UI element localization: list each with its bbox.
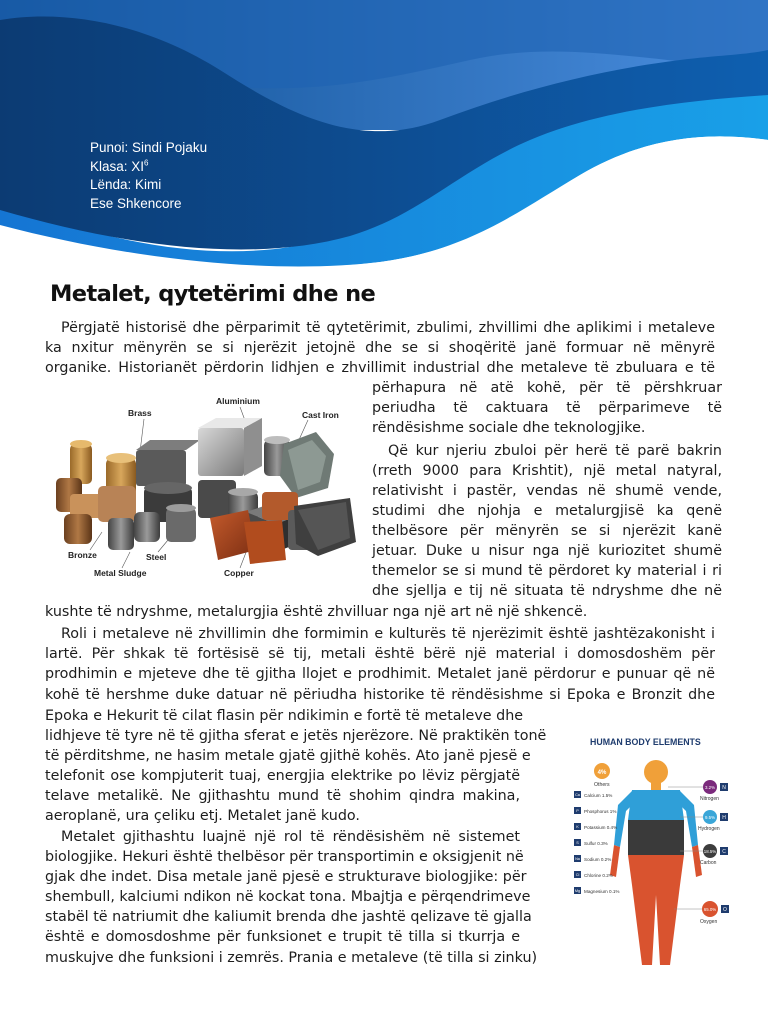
svg-text:Sodium 0.2%: Sodium 0.2%	[584, 857, 612, 862]
text-line: muskujve dhe funksioni i zemrës. Prania e metaleve (të tilla si zinku)	[45, 950, 538, 966]
svg-text:Hydrogen: Hydrogen	[698, 826, 720, 832]
text-line: lartë. Për shkak të fortësisë së tij, metali është bërë një material i domosdoshëm për	[45, 646, 715, 662]
text-line: themelor se si mund të përdoret ky material i ri	[372, 563, 722, 579]
body-silhouette	[610, 760, 702, 965]
svg-text:Chlorine 0.2%: Chlorine 0.2%	[584, 873, 613, 878]
text-line: telefonit ose kompjuterit tuaj, energjia elektrike po lëviz përgjatë	[45, 768, 520, 784]
svg-text:4%: 4%	[597, 770, 607, 776]
svg-text:C: C	[722, 849, 726, 855]
label-metal-sludge: Metal Sludge	[94, 568, 147, 578]
text-line: kohë të hershme duke datuar në përiudha historike të rëndësishme si Epoka e Bronzit dhe	[45, 687, 715, 703]
metal-samples-image	[50, 392, 360, 584]
label-copper: Copper	[224, 568, 254, 578]
text-line: dhe sjellja e tij në situata të ndryshme dhe në	[372, 583, 722, 599]
text-line: periudha të caktuara të përparimeve të	[372, 400, 722, 416]
text-line: jetuar. Duke u nisur nga një kuriozitet shumë	[372, 543, 722, 559]
text-line: (rreth 9000 para Krishtit), një metal natyral,	[372, 463, 722, 479]
label-bronze: Bronze	[68, 550, 97, 560]
text-line: stabël të natriumit dhe kaliumit brenda dhe jashtë qelizave të gjalla	[45, 909, 532, 925]
infographic-title: HUMAN BODY ELEMENTS	[590, 737, 701, 747]
others-badge	[594, 763, 610, 788]
text-line: Përgjatë historisë dhe përparimit të qytetërimit, zbulimi, zhvillimi dhe aplikimi i metaleve	[61, 320, 715, 336]
svg-text:P: P	[576, 809, 579, 814]
text-line: përhapura në atë kohë, për të përshkruar	[372, 380, 722, 396]
element-hydrogen	[698, 810, 728, 832]
text-line: Metalet gjithashtu luajnë një rol të rëndësishëm në sistemet	[61, 829, 520, 845]
element-row-phosphorus	[574, 807, 616, 814]
element-row-sodium	[574, 855, 611, 862]
label-brass: Brass	[128, 408, 152, 418]
svg-text:H: H	[722, 815, 726, 821]
subject-line: Lënda: Kimi	[90, 177, 162, 192]
svg-text:Potassium 0.4%: Potassium 0.4%	[584, 825, 618, 830]
element-nitrogen	[700, 780, 728, 802]
element-carbon	[700, 844, 728, 866]
svg-text:O: O	[723, 907, 727, 913]
svg-text:3.2%: 3.2%	[704, 785, 716, 790]
svg-text:Sulfur 0.3%: Sulfur 0.3%	[584, 841, 608, 846]
text-line: organike. Historianët përdorin lidhjen e zhvillimit industrial dhe metaleve të zbuluara e të	[45, 360, 715, 376]
label-steel: Steel	[146, 552, 167, 562]
element-row-potassium	[574, 823, 617, 830]
text-line: shembull, kalciumi ndikon në kockat tona. Mbajtja e përqendrimeve	[45, 889, 531, 905]
text-line: gjak dhe indet. Disa metale janë pjesë e strukturave biologjike: për	[45, 869, 527, 885]
text-line: telave metalikë. Ne gjithashtu mund të shohim qindra makina,	[45, 788, 520, 804]
text-line: është e domosdoshme për funksionet e trupit të tilla si tkurrja e	[45, 929, 520, 945]
element-row-magnesium	[574, 887, 620, 894]
svg-text:S: S	[576, 841, 579, 846]
svg-text:Nitrogen: Nitrogen	[700, 796, 719, 802]
svg-text:18.5%: 18.5%	[703, 849, 717, 854]
svg-text:9.5%: 9.5%	[704, 815, 716, 820]
label-cast-iron: Cast Iron	[302, 410, 339, 420]
text-line: thelbësore për mënyrën se si njerëzit kanë	[372, 523, 722, 539]
svg-text:Calcium 1.5%: Calcium 1.5%	[584, 793, 613, 798]
svg-text:Oxygen: Oxygen	[700, 919, 718, 925]
text-line: Roli i metaleve në zhvillimin dhe formimin e kulturës të njerëzimit është jashtëzakonisht i	[61, 626, 715, 642]
text-line: ka nxitur mënyrën se si njerëzit jetojnë dhe se si shoqëritë janë formuar në mënyrë	[45, 340, 715, 356]
text-line: aeroplanë, ura çeliku etj. Metalet janë kudo.	[45, 808, 360, 824]
class-line: Klasa: $XI^6$	[90, 158, 149, 174]
text-line: rëndësishme sociale dhe teknologjike.	[372, 420, 646, 436]
svg-text:Carbon: Carbon	[700, 860, 717, 866]
class-superscript: 6	[144, 158, 149, 167]
text-line: relativisht i pastër, vendas në shumë vende,	[372, 483, 722, 499]
text-line: prodhimin e mjeteve dhe të gjitha llojet e prodhimit. Metalet janë përdorur e punuar që në	[45, 666, 715, 682]
text-line: biologjike. Hekuri është thelbësor për transportimin e oksigjenit në	[45, 849, 524, 865]
header-wave-banner	[0, 0, 768, 270]
minor-element-list	[574, 791, 620, 894]
text-line: të përditshme, ne hasim metale gjatë gjithë kohës. Ato janë pjesë e	[45, 748, 531, 764]
author-name: Punoi: Sindi Pojaku	[90, 140, 208, 155]
text-line: Epoka e Hekurit të cilat flasin për ndikimin e fortë të metaleve dhe	[45, 708, 524, 724]
document-type: Ese Shkencore	[90, 195, 182, 211]
svg-text:Ca: Ca	[575, 793, 580, 798]
svg-text:Mg: Mg	[574, 889, 581, 894]
element-row-calcium	[574, 791, 612, 798]
label-aluminium: Aluminium	[216, 396, 260, 406]
svg-text:Magnesium 0.1%: Magnesium 0.1%	[584, 889, 620, 894]
svg-text:Phosphorus 1%: Phosphorus 1%	[584, 809, 617, 814]
element-row-chlorine	[574, 871, 613, 878]
svg-text:N: N	[722, 785, 726, 791]
human-body-elements-chart	[560, 725, 738, 970]
text-line: studimi dhe njohja e metalurgjisë ka qenë	[372, 503, 722, 519]
article-title: Metalet, qytetërimi dhe ne	[50, 281, 376, 307]
element-oxygen	[700, 901, 729, 925]
svg-text:65.0%: 65.0%	[703, 907, 717, 912]
svg-text:K: K	[576, 825, 579, 830]
svg-text:Others: Others	[594, 782, 610, 788]
text-line: Që kur njeriu zbuloi për herë të parë bakrin	[388, 443, 722, 459]
svg-text:Cl: Cl	[575, 873, 580, 878]
svg-text:Na: Na	[575, 857, 580, 862]
element-row-sulfur	[574, 839, 608, 846]
text-line: kushte të ndryshme, metalurgjia është zhvilluar nga një art në një shkencë.	[45, 604, 588, 620]
author-info	[90, 139, 207, 213]
text-line: lidhjeve të tyre në të gjitha sferat e jetës njerëzore. Në praktikën tonë	[45, 728, 547, 744]
